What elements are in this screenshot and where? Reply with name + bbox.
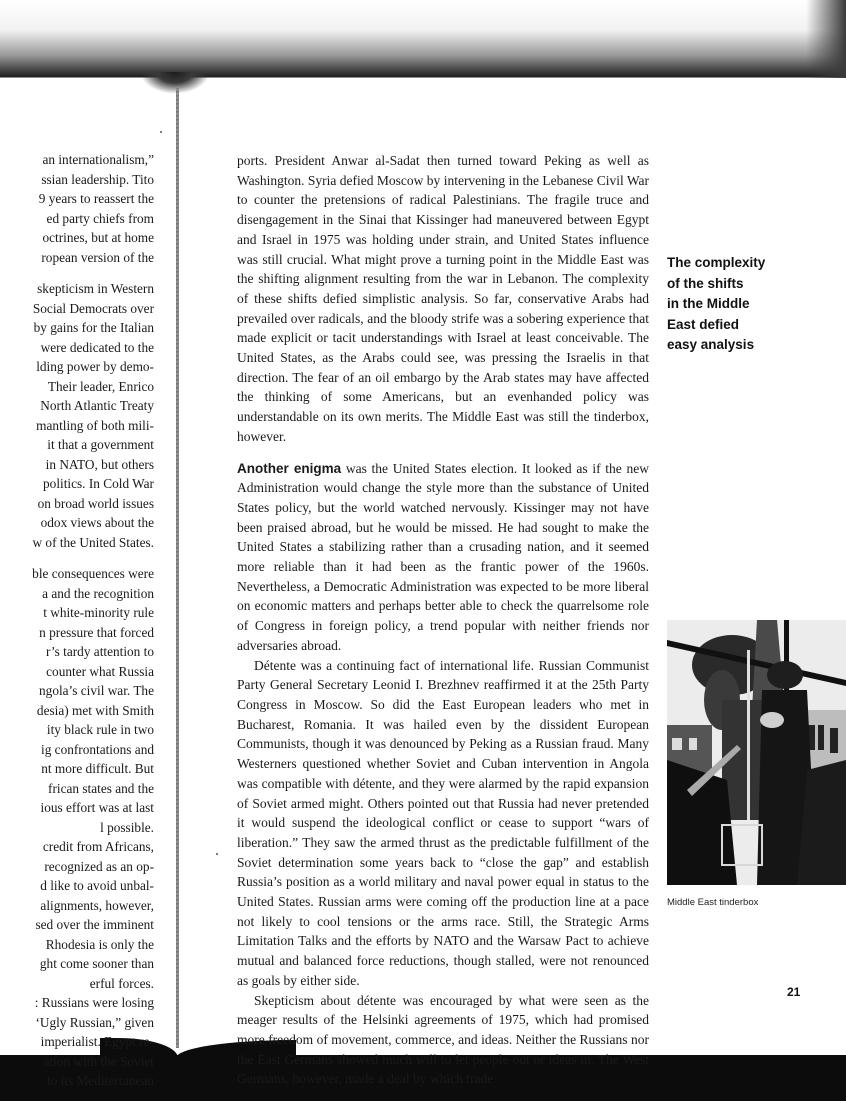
text-line: credit from Africans,: [42, 839, 154, 854]
page-number: 21: [787, 985, 801, 999]
text-line: it that a government: [47, 437, 154, 452]
speck: [160, 131, 162, 133]
paragraph-skepticism: [237, 991, 649, 1090]
text-line: w of the United States.: [32, 534, 154, 550]
text-line: n pressure that forced: [39, 624, 154, 640]
pull-quote-line: The complexity: [667, 255, 766, 270]
pull-quote: [667, 253, 837, 356]
text-line: ble consequences were: [32, 566, 154, 581]
text-line: on broad world issues: [37, 495, 154, 511]
text-line: ‘Ugly Russian,” given: [35, 1014, 154, 1030]
paragraph-detente: [237, 656, 649, 991]
text-line: desia) met with Smith: [36, 702, 154, 718]
spine-top-shadow: [140, 72, 210, 94]
text-line: a and the recognition: [42, 585, 154, 601]
text-line: d like to avoid unbal-: [40, 878, 154, 893]
left-page-text-fragment: [0, 150, 154, 1091]
text-line: in NATO, but others: [45, 456, 154, 472]
pull-quote-line: East defied: [667, 316, 740, 332]
text-line: nt more difficult. But: [41, 761, 154, 776]
text-line: alignments, however,: [40, 897, 154, 913]
text-line: 9 years to reassert the: [38, 191, 154, 206]
text-line: imperialist. Egypt re-: [40, 1034, 154, 1049]
text-line: ation with the Soviet: [43, 1053, 154, 1069]
text-line: frican states and the: [48, 780, 154, 796]
text-line: lding power by demo-: [36, 359, 154, 374]
text-line: r’s tardy attention to: [46, 644, 154, 659]
text-line: by gains for the Italian: [33, 320, 154, 335]
main-article-column: [237, 151, 649, 1089]
pull-quote-line: of the shifts: [667, 275, 744, 291]
paragraph-gap: [0, 552, 154, 564]
text-line: t white-minority rule: [43, 605, 154, 620]
text-line: were dedicated to the: [40, 339, 154, 355]
text-line: : Russians were losing: [34, 995, 154, 1010]
text-line: Rhodesia is only the: [45, 936, 154, 952]
text-line: l possible.: [100, 819, 154, 835]
text-line: erful forces.: [89, 975, 154, 991]
text-line: ity black rule in two: [46, 722, 154, 737]
speck: [216, 853, 218, 855]
text-line: sed over the imminent: [35, 917, 154, 932]
scan-corner-shadow: [806, 0, 846, 78]
text-line: ngola’s civil war. The: [39, 683, 154, 698]
photo-caption: Middle East tinderbox: [667, 897, 759, 908]
paragraph-us-election: [237, 459, 649, 656]
text-line: an internationalism,”: [42, 152, 154, 167]
text-line: Social Democrats over: [32, 300, 154, 316]
section-lead-in: Another enigma: [237, 460, 342, 476]
pull-quote-line: in the Middle: [667, 296, 750, 312]
text-line: skepticism in Western: [37, 281, 154, 296]
paragraph-text: was the United States election. It looked as if the new Administration would change the style more than the substance of United States policy, but the world watched nervously. Kissinger may not have been praised abroad, but he would be missed. He had sought to make the United States a stabilizing rather than a crusading nation, and it seemed more reliable than it had been as the frantic power of the 1960s. Nevertheless, a Democratic Administration was expected to be more liberal on economic matters and perhaps better able to check the quarrelsome role of Congress in foreign policy, a trend popular with neither friends nor adversaries abroad.: [237, 460, 650, 653]
book-gutter: [176, 88, 179, 1048]
paragraph-gap: [0, 267, 154, 279]
paragraph-text: Détente was a continuing fact of international life. Russian Communist Party General Secretary Leonid I. Brezhnev reaffirmed it at the 25th Party Congress in Moscow. So did the East European leaders who met in Bucharest, Romania. It was hailed even by the dissident European Communists, though it was denounced by Peking as a Russian fraud. Many Westerners questioned whether Soviet and Cuban intervention in Angola was compatible with détente, and they were alarmed by the rapid expansion of Soviet armed might. Others pointed out that Russia had never pretended it would suspend the ideological conflict or cease to support “wars of liberation.” They saw the armed thrust as the predictable fulfillment of the Soviet determination some years back to “close the gap” and establish Russia’s position as a world military and naval power equal in status to the United States. Russian arms were coming off the production line at a pace not likely to cool tensions or the arms race. Still, the Strategic Arms Limitation Talks and the efforts by NATO and the Warsaw Pact to achieve mutual and balanced force reductions, though stalled, were not renounced as goals by either side.: [237, 657, 649, 988]
paragraph-text: Skepticism about détente was encouraged by what were seen as the meager results of the Helsinki agreements of 1975, which had promised more freedom of movement, commerce, and ideas. Neither the Russians nor the East Germans showed much will to let people out or ideas in. The West Germans, however, made a deal by which trade: [237, 992, 649, 1087]
pull-quote-line: easy analysis: [667, 337, 755, 353]
text-line: to its Mediterranean: [46, 1073, 154, 1088]
text-line: ssian leadership. Tito: [41, 171, 154, 187]
text-line: odox views about the: [40, 515, 154, 530]
text-line: octrines, but at home: [42, 230, 154, 245]
text-line: counter what Russia: [46, 663, 154, 679]
paragraph-text: ports. President Anwar al-Sadat then turned toward Peking as well as Washington. Syria defied Moscow by intervening in the Lebanese Civil War to counter the pretensions of radical Palestinians. The fragile truce and disengagement in the Sinai that Kissinger had maneuvered between Egypt and Israel in 1975 was holding under strain, and United States influence was still crucial. What might prove a turning point in the Middle East was the shifting alignment resulting from the war in Lebanon. The complexity of these shifts defied simplistic analysis. So far, conservative Arabs had prevailed over radicals, and the bloody strife was a sobering experience that made explicit or tacit understandings with Israel at least conceivable. The United States, as the Arabs could see, was pressing the Israelis in that direction. The fear of an oil embargo by the Arab states may have affected the thinking of some Americans, but an evenhanded policy was understandable on its own merits. The Middle East was still the tinderbox, however.: [237, 153, 649, 444]
paragraph-middle-east: [237, 151, 649, 447]
scan-top-shadow: [0, 0, 846, 80]
photo-illustration: [667, 620, 846, 885]
text-line: politics. In Cold War: [43, 476, 154, 491]
text-line: ght come sooner than: [39, 956, 154, 971]
text-line: ed party chiefs from: [46, 210, 154, 226]
text-line: North Atlantic Treaty: [40, 398, 154, 413]
text-line: Their leader, Enrico: [47, 378, 154, 394]
text-line: mantling of both mili-: [36, 417, 154, 433]
text-line: recognized as an op-: [44, 858, 154, 874]
text-line: ious effort was at last: [40, 800, 154, 815]
news-photo: [667, 620, 846, 885]
text-line: ropean version of the: [41, 249, 154, 265]
text-line: ig confrontations and: [41, 741, 154, 757]
